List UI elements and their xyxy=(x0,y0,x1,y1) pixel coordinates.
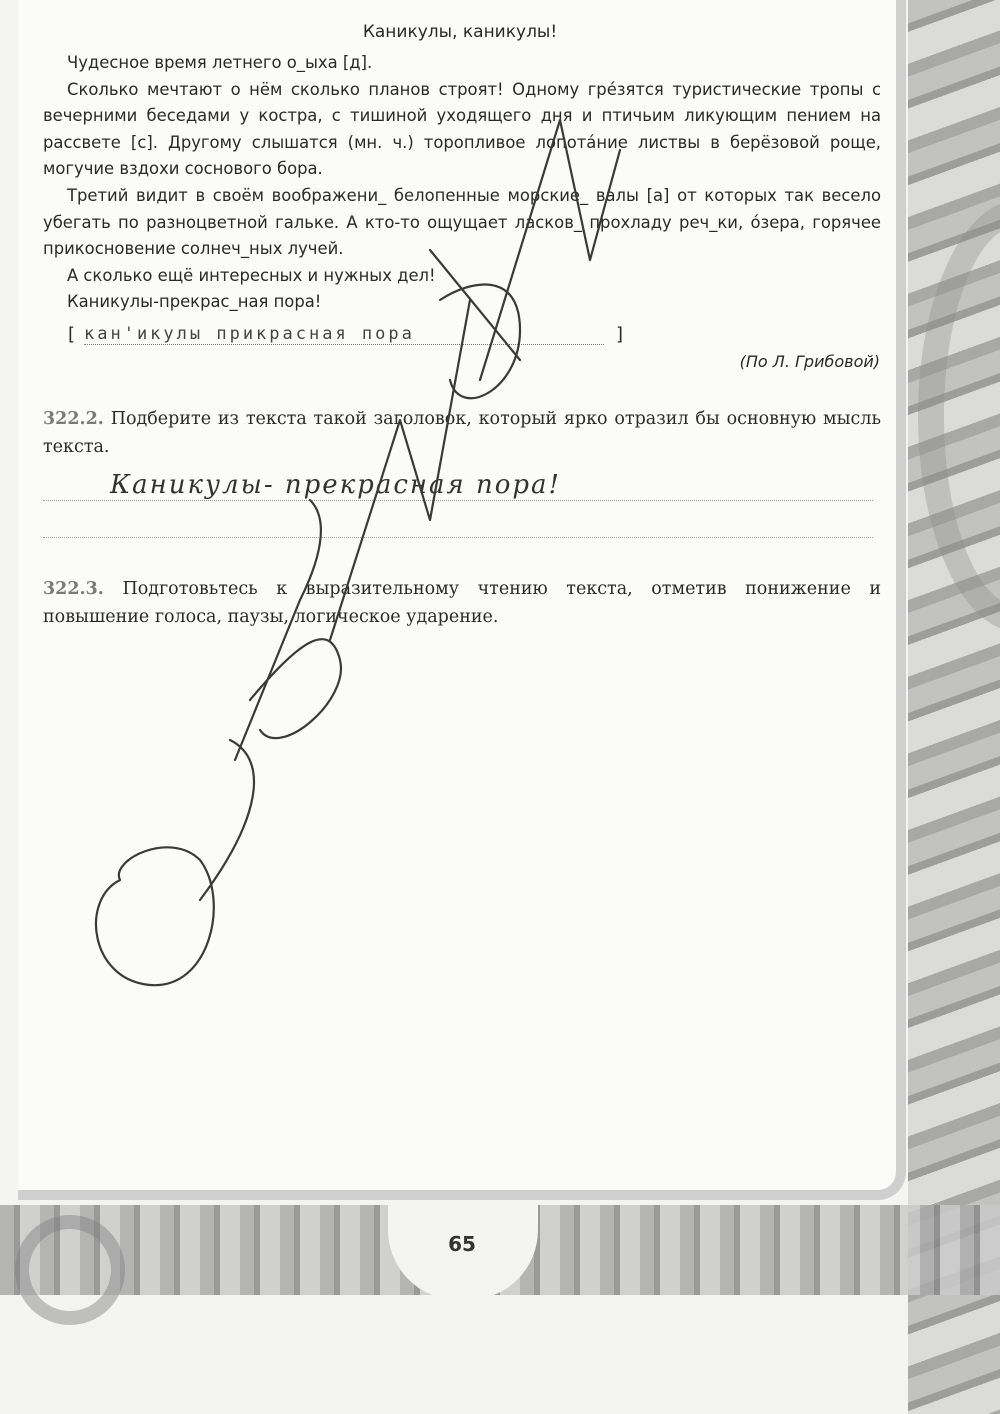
task-text: Подберите из текста такой заголовок, который ярко отразил бы основную мысль текста. xyxy=(43,409,881,457)
task-number: 322.2. xyxy=(43,409,104,429)
handwritten-answer: Каникулы- прекрасная пора! xyxy=(110,470,561,500)
transcription-open-bracket: [ xyxy=(68,324,76,345)
transcription-line xyxy=(68,324,628,352)
page-margin-decoration xyxy=(908,0,1000,1414)
text-title: Каникулы, каникулы! xyxy=(362,22,558,42)
task-text: Подготовьтесь к выразительному чтению текста, отметив понижение и повышение голоса, паузы, логическое ударение. xyxy=(43,579,881,627)
task-322-3 xyxy=(43,575,881,631)
task-number: 322.3. xyxy=(43,579,104,599)
transcription-handwriting: кан'икулы прикрасная пора xyxy=(84,324,604,345)
paragraph: Каникулы-прекрас_ная пора! xyxy=(67,292,322,312)
exercise-text xyxy=(43,50,881,316)
answer-line xyxy=(43,537,873,538)
paragraph: Третий видит в своём воображени_ белопенные морские_ валы [а] от которых так весело убегать по разноцветной гальке. А кто-то ощущает ласков_ прохладу реч_ки, óзера, горячее прикосновение солнеч_ных лучей. xyxy=(43,185,881,259)
attribution: (По Л. Грибовой) xyxy=(739,352,880,371)
paragraph: А сколько ещё интересных и нужных дел! xyxy=(67,265,436,285)
footer-swirl-decoration xyxy=(15,1215,125,1325)
answer-line xyxy=(43,500,873,501)
task-322-2 xyxy=(43,405,881,461)
transcription-close-bracket: ] xyxy=(616,324,624,345)
paragraph: Сколько мечтают о нём сколько планов строят! Одному грéзятся туристические тропы с вечерними беседами у костра, с тишиной уходящего дня и птичьим ликующим пением на рассвете [с]. Другому слышатся (мн. ч.) торопливое лопотáние листвы в берёзовой роще, могучие вздохи соснового бора. xyxy=(43,79,881,179)
page-number: 65 xyxy=(448,1232,476,1256)
paragraph: Чудесное время летнего о_ыха [д]. xyxy=(67,53,373,72)
